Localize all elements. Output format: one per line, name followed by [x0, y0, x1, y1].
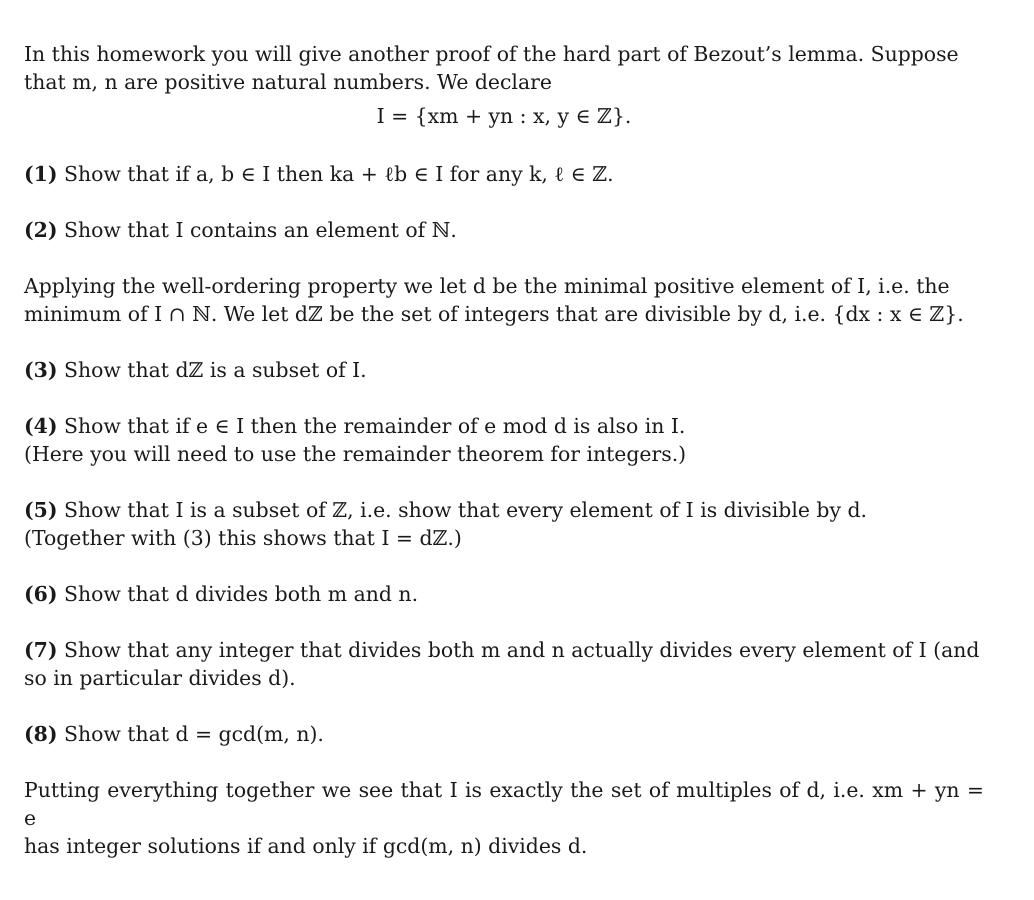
problem-note: (Together with (3) this shows that I = dℤ.)	[24, 526, 462, 550]
problem-7	[24, 636, 984, 692]
problem-text: Show that d = gcd(m, n).	[63, 722, 324, 746]
problem-number: (4)	[24, 414, 58, 438]
problem-number: (3)	[24, 358, 58, 382]
problem-4	[24, 412, 984, 468]
intro-paragraph	[24, 40, 984, 96]
problem-1	[24, 160, 984, 188]
problem-number: (7)	[24, 638, 58, 662]
intro-line-1: In this homework you will give another proof of the hard part of Bezout’s lemma. Suppose	[24, 42, 959, 66]
problem-text: Show that I is a subset of ℤ, i.e. show that every element of I is divisible by d.	[63, 498, 867, 522]
problem-3	[24, 356, 984, 384]
problem-text: Show that dℤ is a subset of I.	[63, 358, 367, 382]
problem-number: (1)	[24, 162, 58, 186]
problem-text-continued: so in particular divides d).	[24, 666, 296, 690]
problem-text: Show that any integer that divides both m and n actually divides every element of I (and	[63, 638, 980, 662]
intro-line-2: that m, n are positive natural numbers. We declare	[24, 70, 552, 94]
problem-text: Show that I contains an element of ℕ.	[63, 218, 457, 242]
problem-number: (8)	[24, 722, 58, 746]
problem-number: (2)	[24, 218, 58, 242]
problem-number: (5)	[24, 498, 58, 522]
problem-2	[24, 216, 984, 244]
problem-8	[24, 720, 984, 748]
conclusion-paragraph	[24, 776, 984, 860]
problem-text: Show that if e ∈ I then the remainder of e mod d is also in I.	[63, 414, 686, 438]
set-definition: I = {xm + yn : x, y ∈ ℤ}.	[376, 104, 632, 128]
conclusion-line-1: Putting everything together we see that I is exactly the set of multiples of d, i.e. xm + yn = e	[24, 778, 984, 830]
problem-note: (Here you will need to use the remainder theorem for integers.)	[24, 442, 687, 466]
well-ordering-paragraph	[24, 272, 984, 328]
problem-5	[24, 496, 984, 552]
problem-6	[24, 580, 984, 608]
homework-page	[24, 40, 984, 888]
problem-text: Show that if a, b ∈ I then ka + ℓb ∈ I for any k, ℓ ∈ ℤ.	[63, 162, 614, 186]
well-ordering-line-1: Applying the well-ordering property we let d be the minimal positive element of I, i.e. the	[24, 274, 950, 298]
well-ordering-line-2: minimum of I ∩ ℕ. We let dℤ be the set of integers that are divisible by d, i.e. {dx : x ∈ ℤ}.	[24, 302, 964, 326]
conclusion-line-2: has integer solutions if and only if gcd(m, n) divides d.	[24, 834, 588, 858]
problem-number: (6)	[24, 582, 58, 606]
problem-text: Show that d divides both m and n.	[63, 582, 419, 606]
